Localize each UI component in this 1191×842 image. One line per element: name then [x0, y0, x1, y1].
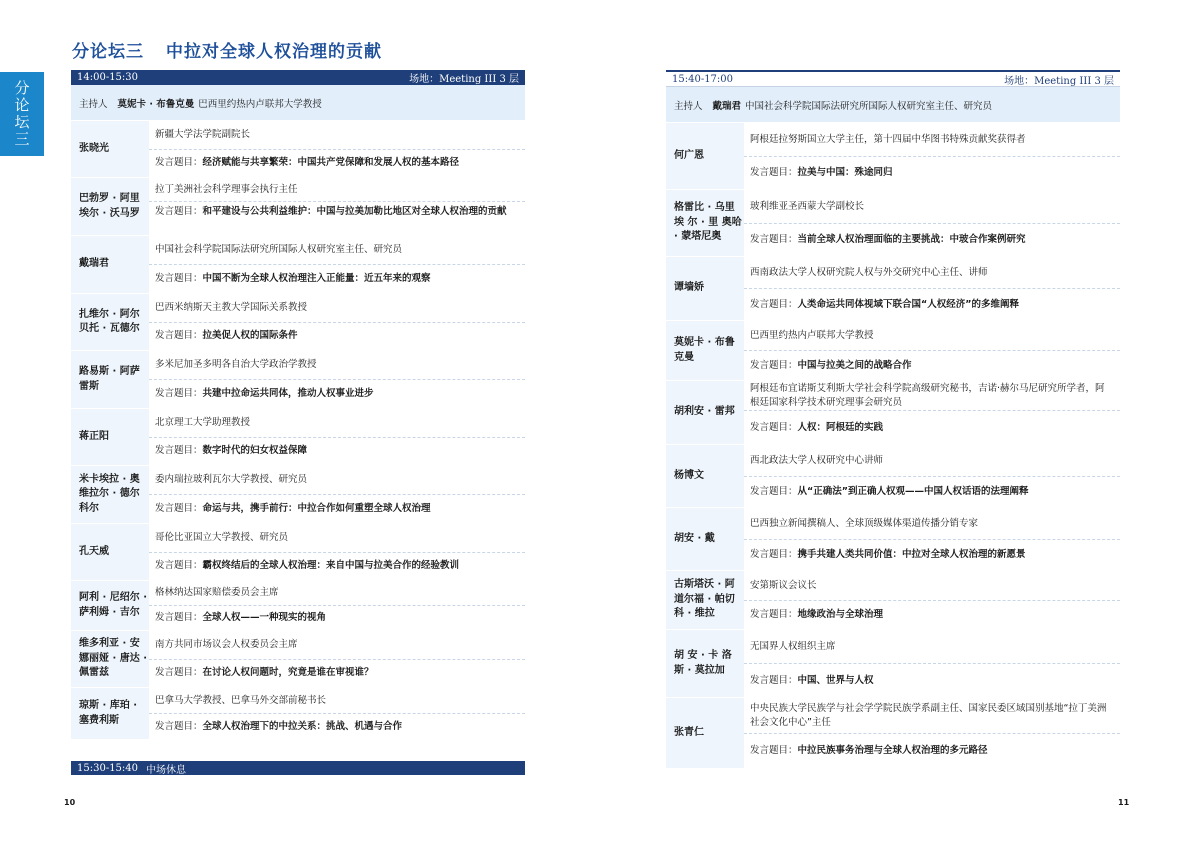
session-venue: 场地：Meeting III 3 层 — [409, 74, 519, 85]
page-number-right: 11 — [1118, 798, 1130, 807]
speaker-affiliation: 安第斯议会议长 — [744, 571, 1120, 601]
session-venue: 场地：Meeting III 3 层 — [1004, 75, 1114, 87]
speaker-affiliation: 巴西里约热内卢联邦大学教授 — [744, 321, 1120, 351]
talk-label: 发言题目： — [750, 548, 798, 560]
talk-label: 发言题目： — [750, 608, 798, 620]
talk-title-row — [744, 224, 1120, 257]
speaker-row — [71, 293, 525, 350]
talk-label: 发言题目： — [155, 388, 203, 400]
talk-label: 发言题目： — [155, 206, 203, 217]
host-label: 主持人 — [79, 98, 108, 110]
speaker-affiliation: 阿根廷拉努斯国立大学主任，第十四届中华图书特殊贡献奖获得者 — [744, 123, 1120, 157]
talk-title: 在讨论人权问题时，究竟是谁在审视谁？ — [202, 667, 374, 679]
talk-title: 全球人权治理下的中拉关系：挑战、机遇与合作 — [202, 720, 403, 732]
speaker-affiliation: 中央民族大学民族学与社会学学院民族学系副主任、国家民委区域国别基地“拉丁美洲社会文化中心”主任 — [744, 698, 1120, 734]
speaker-row — [666, 444, 1120, 507]
talk-title: 拉美促人权的国际条件 — [202, 330, 298, 342]
talk-label: 发言题目： — [155, 503, 203, 515]
speaker-row — [71, 580, 525, 630]
speaker-affiliation: 多米尼加圣多明各自治大学政治学教授 — [149, 351, 525, 380]
talk-title: 携手共建人类共同价值：中拉对全球人权治理的新愿景 — [797, 548, 1026, 560]
speaker-name: 维多利亚 · 安娜丽娅 · 唐达 · 佩雷兹 — [79, 638, 148, 679]
talk-title-row — [149, 323, 525, 351]
talk-title: 全球人权——一种现实的视角 — [202, 612, 327, 624]
speaker-affiliation: 南方共同市场议会人权委员会主席 — [149, 631, 525, 660]
talk-label: 发言题目： — [750, 421, 798, 433]
speaker-row — [71, 630, 525, 687]
talk-title: 中国与拉美之间的战略合作 — [797, 359, 912, 371]
talk-label: 发言题目： — [750, 745, 798, 757]
speaker-affiliation: 拉丁美洲社会科学理事会执行主任 — [149, 178, 525, 202]
speaker-name: 谭墙娇 — [674, 282, 704, 294]
forum-topic: 中拉对全球人权治理的贡献 — [166, 42, 382, 62]
speaker-affiliation: 北京理工大学助理教授 — [149, 409, 525, 438]
host-name: 戴瑞君 — [712, 100, 742, 112]
side-tab-label: 分论坛三 — [12, 80, 31, 148]
talk-title-row — [149, 495, 525, 523]
speaker-row — [71, 523, 525, 580]
talk-title-row — [744, 540, 1120, 571]
talk-title: 地缘政治与全球治理 — [797, 608, 884, 620]
speaker-name: 何广恩 — [674, 149, 704, 161]
host-row — [71, 85, 525, 120]
talk-title: 经济赋能与共享繁荣：中国共产党保障和发展人权的基本路径 — [202, 157, 460, 169]
host-label: 主持人 — [674, 100, 703, 112]
speaker-name: 蒋正阳 — [79, 430, 109, 442]
talk-title: 中国、世界与人权 — [797, 674, 874, 686]
speaker-name: 米卡埃拉 · 奥维拉尔 · 德尔科尔 — [79, 473, 140, 514]
talk-title: 共建中拉命运共同体，推动人权事业进步 — [202, 388, 374, 400]
speaker-affiliation: 巴拿马大学教授、巴拿马外交部前秘书长 — [149, 688, 525, 714]
session-time: 14:00-15:30 — [77, 72, 139, 83]
speaker-row — [71, 350, 525, 408]
speaker-row — [71, 465, 525, 523]
speaker-row — [666, 629, 1120, 697]
speaker-row — [666, 189, 1120, 256]
break-time: 15:30-15:40 — [77, 762, 139, 774]
speaker-name: 张晓光 — [79, 142, 109, 154]
speaker-row — [71, 235, 525, 293]
speaker-name: 杨博文 — [674, 469, 704, 481]
talk-title: 当前全球人权治理面临的主要挑战：中玻合作案例研究 — [797, 233, 1026, 245]
time-bar — [71, 70, 525, 85]
talk-title: 拉美与中国：殊途同归 — [797, 166, 893, 178]
speaker-affiliation: 玻利维亚圣西蒙大学副校长 — [744, 190, 1120, 224]
talk-label: 发言题目： — [155, 560, 203, 572]
speaker-name: 古斯塔沃 · 阿道尔福 · 帕切科 · 维拉 — [674, 579, 735, 620]
forum-code: 分论坛三 — [72, 42, 144, 62]
talk-title-row — [744, 157, 1120, 190]
speaker-row — [666, 122, 1120, 189]
speaker-affiliation: 西北政法大学人权研究中心讲师 — [744, 445, 1120, 477]
talk-title-row — [744, 289, 1120, 320]
speaker-row — [666, 256, 1120, 320]
talk-title: 命运与共，携手前行：中拉合作如何重塑全球人权治理 — [202, 503, 431, 515]
break-name: 中场休息 — [146, 764, 187, 776]
talk-title-row — [149, 660, 525, 688]
talk-title-row — [149, 380, 525, 408]
session-left — [71, 70, 525, 775]
speaker-name: 戴瑞君 — [79, 258, 109, 270]
page-number-left: 10 — [64, 798, 76, 807]
talk-title: 人类命运共同体视域下联合国“人权经济”的多维阐释 — [797, 298, 1020, 310]
page-title — [72, 37, 382, 62]
talk-title-row — [744, 734, 1120, 768]
session-time: 15:40-17:00 — [672, 73, 734, 85]
talk-label: 发言题目： — [750, 485, 798, 497]
session-right — [666, 70, 1120, 768]
speaker-affiliation: 委内瑞拉玻利瓦尔大学教授、研究员 — [149, 466, 525, 495]
speaker-name: 扎维尔 · 阿尔贝托 · 瓦德尔 — [79, 308, 140, 334]
speaker-name: 琼斯 · 库珀 · 塞费利斯 — [79, 700, 138, 726]
speaker-row — [71, 408, 525, 465]
speaker-affiliation: 无国界人权组织主席 — [744, 630, 1120, 664]
speaker-row — [71, 120, 525, 177]
talk-label: 发言题目： — [155, 273, 203, 285]
talk-label: 发言题目： — [155, 330, 203, 342]
speaker-affiliation: 西南政法大学人权研究院人权与外交研究中心主任、讲师 — [744, 257, 1120, 289]
speaker-affiliation: 新疆大学法学院副院长 — [149, 121, 525, 150]
talk-title: 从“正确法”到正确人权观——中国人权话语的法理阐释 — [797, 485, 1029, 497]
talk-title-row — [149, 438, 525, 466]
talk-title-row — [744, 477, 1120, 508]
talk-label: 发言题目： — [750, 166, 798, 178]
talk-title-row — [149, 606, 525, 630]
speaker-row — [666, 507, 1120, 570]
speaker-affiliation: 哥伦比亚国立大学教授、研究员 — [149, 524, 525, 553]
talk-title: 数字时代的妇女权益保障 — [202, 445, 308, 457]
break-bar — [71, 761, 525, 775]
speaker-affiliation: 中国社会科学院国际法研究所国际人权研究室主任、研究员 — [149, 236, 525, 265]
host-affiliation: 巴西里约热内卢联邦大学教授 — [198, 98, 322, 110]
speaker-affiliation: 格林纳达国家赔偿委员会主席 — [149, 581, 525, 606]
talk-title-row — [149, 202, 525, 235]
speaker-affiliation: 巴西米纳斯天主教大学国际关系教授 — [149, 294, 525, 323]
time-bar — [666, 70, 1120, 87]
host-name: 莫妮卡 · 布鲁克曼 — [117, 98, 195, 110]
host-affiliation: 中国社会科学院国际法研究所国际人权研究室主任、研究员 — [745, 100, 993, 112]
speaker-row — [666, 380, 1120, 444]
speaker-name: 胡 安 · 卡 洛 斯 · 莫拉加 — [674, 650, 732, 676]
speaker-row — [666, 320, 1120, 380]
talk-label: 发言题目： — [750, 233, 798, 245]
host-row — [666, 87, 1120, 122]
talk-title: 中拉民族事务治理与全球人权治理的多元路径 — [797, 745, 988, 757]
talk-title-row — [744, 351, 1120, 380]
speaker-name: 孔天威 — [79, 545, 109, 557]
speaker-name: 巴勃罗 · 阿里埃尔 · 沃马罗 — [79, 193, 140, 219]
talk-title-row — [744, 664, 1120, 697]
talk-title-row — [744, 601, 1120, 630]
talk-label: 发言题目： — [155, 445, 203, 457]
talk-label: 发言题目： — [155, 157, 203, 169]
talk-title: 中国不断为全球人权治理注入正能量：近五年来的观察 — [202, 273, 431, 285]
talk-label: 发言题目： — [155, 612, 203, 624]
speaker-row — [71, 687, 525, 739]
talk-title-row — [149, 150, 525, 178]
talk-label: 发言题目： — [155, 667, 203, 679]
speaker-name: 张青仁 — [674, 726, 704, 738]
speaker-row — [71, 177, 525, 235]
talk-label: 发言题目： — [155, 720, 203, 732]
talk-title-row — [149, 714, 525, 739]
talk-label: 发言题目： — [750, 298, 798, 310]
talk-label: 发言题目： — [750, 359, 798, 371]
side-tab — [0, 72, 44, 156]
talk-title-row — [149, 553, 525, 581]
talk-title-row — [149, 265, 525, 293]
speaker-name: 莫妮卡 · 布鲁克曼 — [674, 337, 735, 363]
speaker-row — [666, 570, 1120, 629]
speaker-name: 格雷比 · 乌里埃 尔 · 里 奥哈 · 蒙塔尼奥 — [674, 202, 742, 243]
speaker-row — [666, 697, 1120, 768]
talk-title: 人权：阿根廷的实践 — [797, 421, 884, 433]
talk-title: 霸权终结后的全球人权治理：来自中国与拉美合作的经验教训 — [202, 560, 460, 572]
talk-title: 和平建设与公共利益维护：中国与拉美加勒比地区对全球人权治理的贡献 — [202, 206, 507, 217]
speaker-affiliation: 阿根廷布宜诺斯艾利斯大学社会科学院高级研究秘书，吉诺·赫尔马尼研究所学者，阿根廷国家科学技术研究理事会研究员 — [744, 381, 1120, 411]
speaker-name: 阿利 · 尼绍尔 · 萨利姆 · 吉尔 — [79, 592, 148, 618]
talk-label: 发言题目： — [750, 674, 798, 686]
talk-title-row — [744, 411, 1120, 444]
speaker-name: 胡利安 · 雷邦 — [674, 406, 735, 418]
speaker-affiliation: 巴西独立新闻撰稿人、全球顶级媒体渠道传播分销专家 — [744, 508, 1120, 540]
speaker-name: 路易斯 · 阿萨雷斯 — [79, 366, 140, 392]
speaker-name: 胡安 · 戴 — [674, 532, 715, 544]
